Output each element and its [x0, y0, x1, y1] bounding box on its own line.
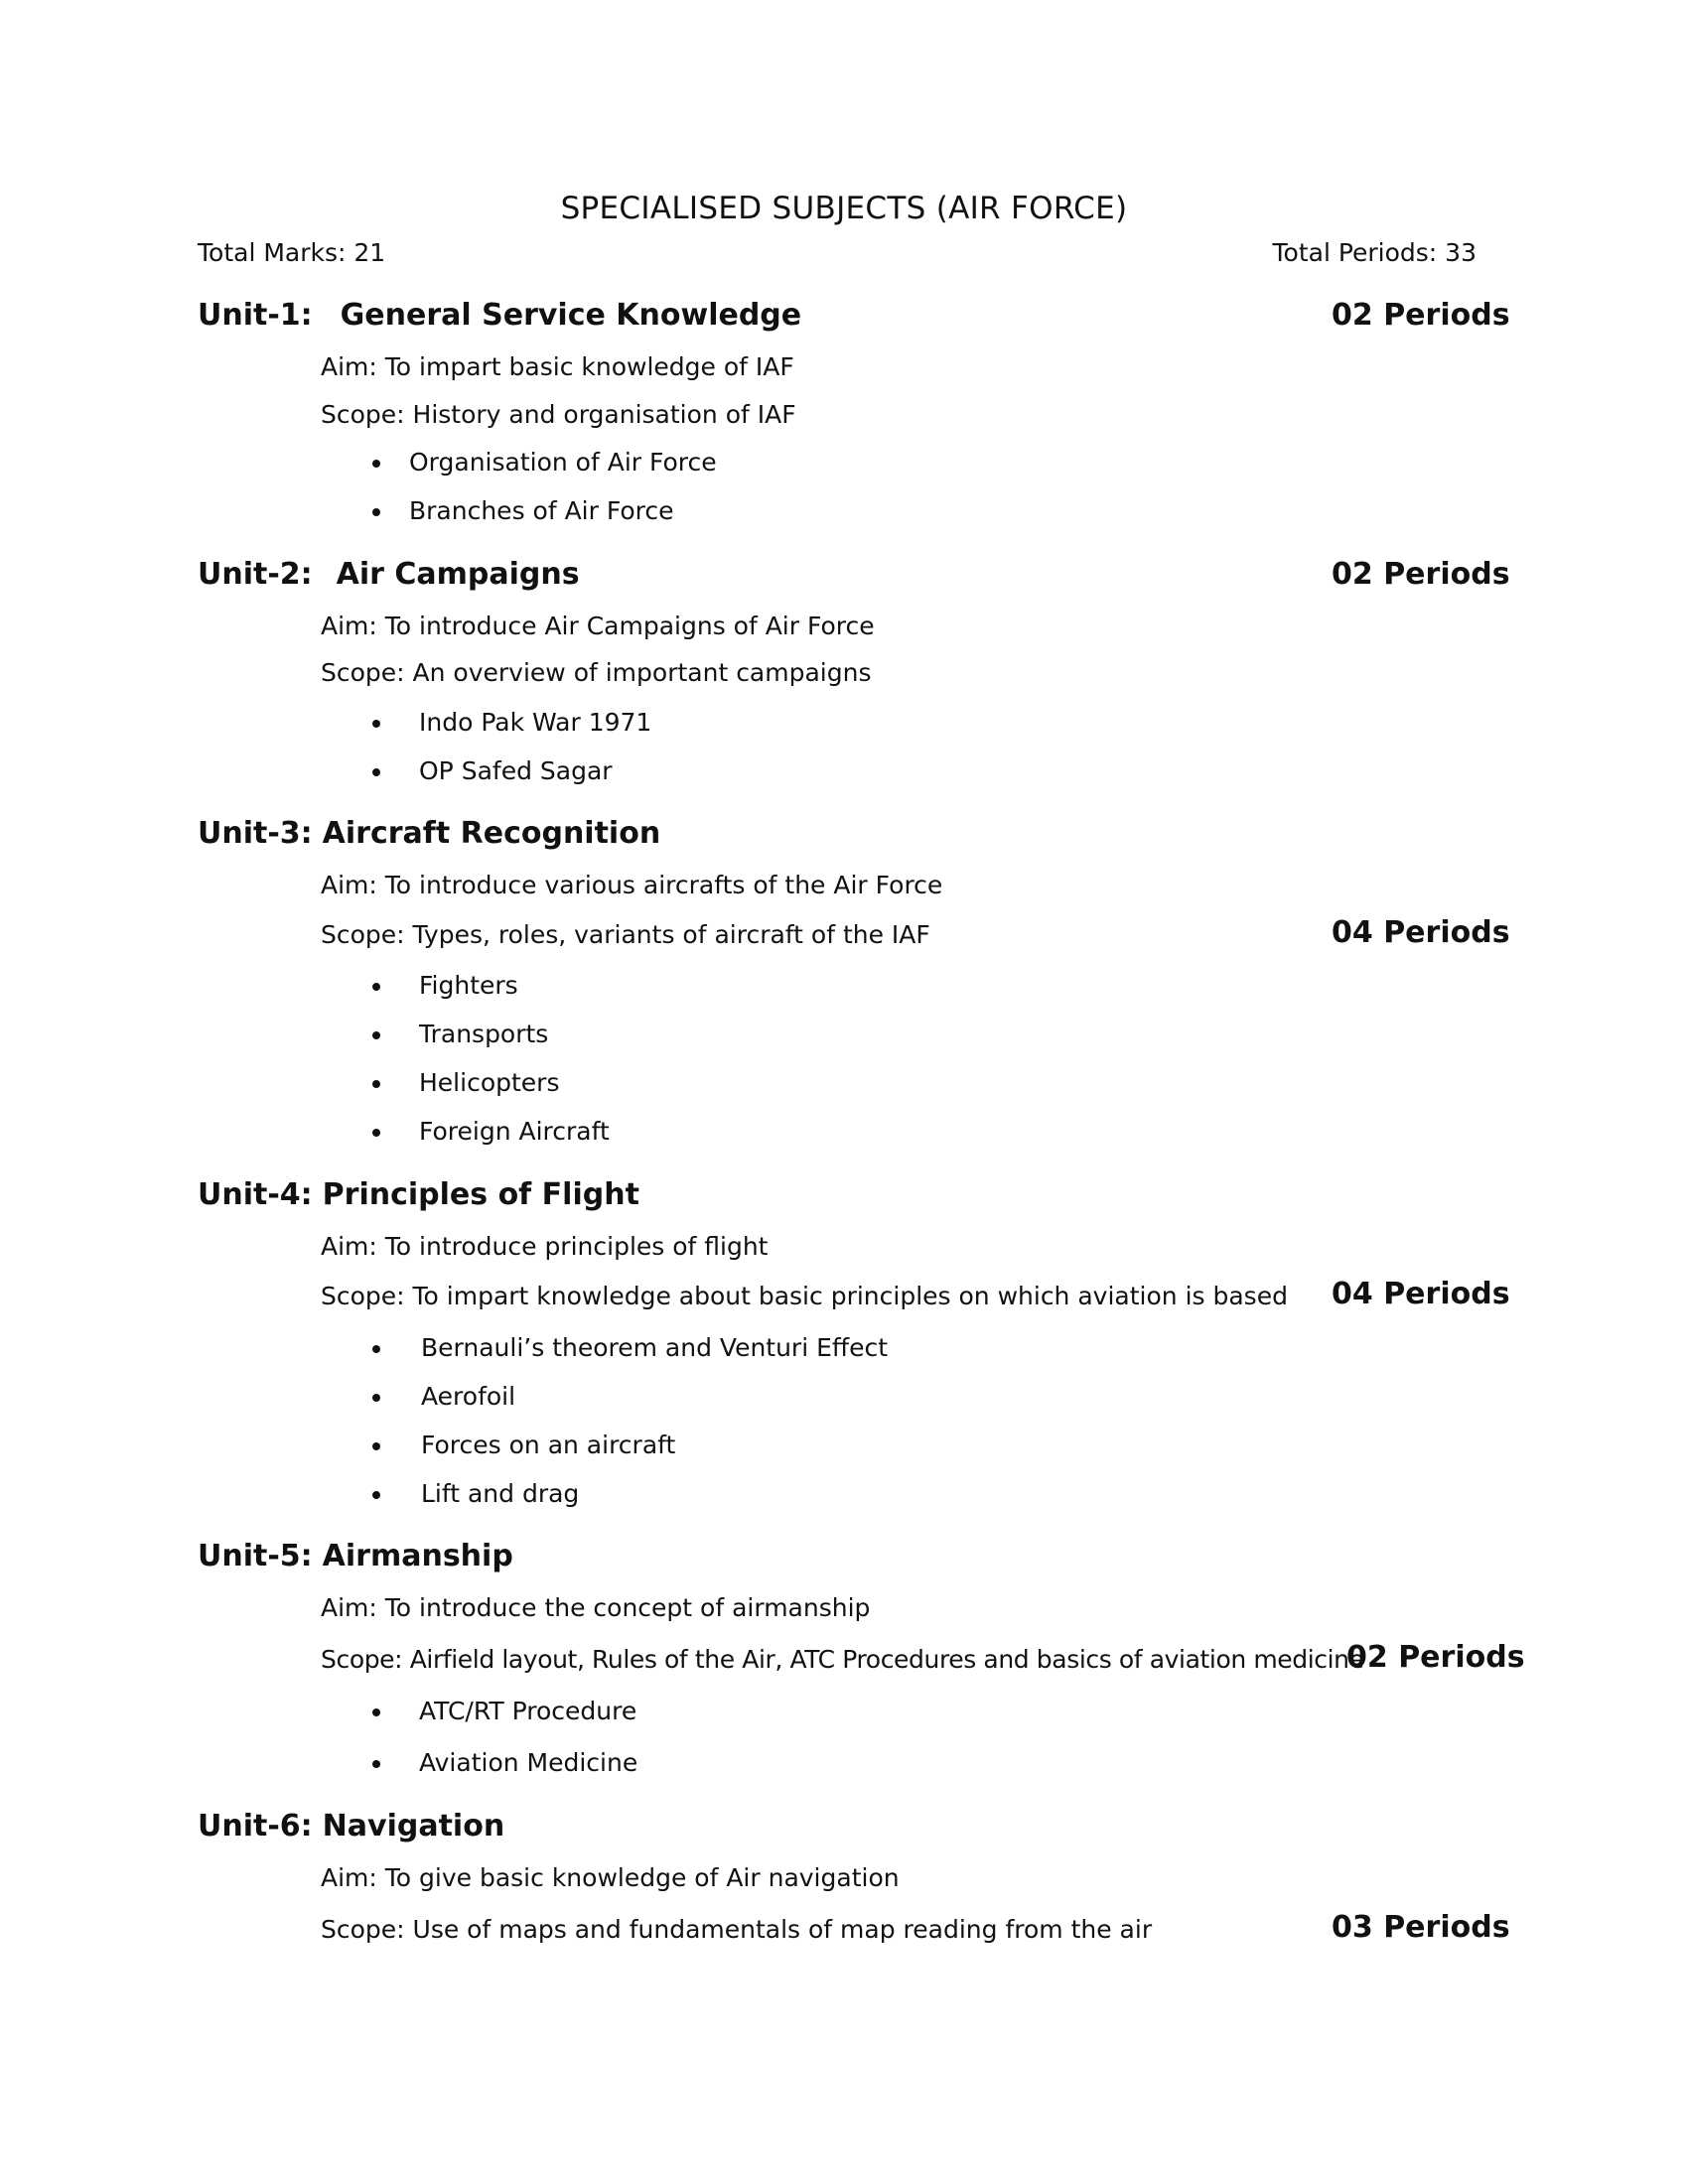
bullet-icon — [372, 1760, 380, 1768]
unit-3-topic: Helicopters — [419, 1068, 560, 1097]
unit-6-aim: Aim: To give basic knowledge of Air navigation — [321, 1863, 900, 1892]
bullet-icon — [372, 1080, 380, 1088]
unit-4-topic: Lift and drag — [421, 1479, 580, 1508]
unit-1-scope: Scope: History and organisation of IAF — [321, 400, 796, 429]
unit-1-topic: Branches of Air Force — [409, 496, 674, 525]
unit-2-heading — [198, 557, 580, 592]
total-marks: Total Marks: 21 — [198, 238, 386, 267]
unit-4-label: Unit-4: — [198, 1177, 313, 1212]
unit-4-name: Principles of Flight — [322, 1177, 639, 1212]
unit-5-periods: 02 Periods — [1346, 1640, 1525, 1675]
bullet-icon — [372, 983, 380, 991]
bullet-icon — [372, 508, 380, 516]
unit-2-scope: Scope: An overview of important campaigns — [321, 658, 872, 687]
unit-3-aim: Aim: To introduce various aircrafts of the Air Force — [321, 871, 943, 899]
unit-4-heading — [198, 1177, 639, 1212]
unit-4-periods: 04 Periods — [1332, 1277, 1510, 1311]
unit-1-topic: Organisation of Air Force — [409, 448, 717, 477]
unit-6-scope: Scope: Use of maps and fundamentals of map reading from the air — [321, 1915, 1153, 1944]
unit-4-topic: Bernauli’s theorem and Venturi Effect — [421, 1333, 889, 1362]
bullet-icon — [372, 1394, 380, 1402]
unit-2-name: Air Campaigns — [336, 557, 580, 592]
unit-4-aim: Aim: To introduce principles of flight — [321, 1232, 769, 1261]
unit-2-periods: 02 Periods — [1332, 557, 1510, 592]
unit-4-scope: Scope: To impart knowledge about basic principles on which aviation is based — [321, 1282, 1288, 1310]
bullet-icon — [372, 460, 380, 468]
unit-6-label: Unit-6: — [198, 1809, 313, 1843]
unit-5-topic: Aviation Medicine — [419, 1748, 638, 1777]
unit-6-name: Navigation — [322, 1809, 505, 1843]
unit-5-heading — [198, 1539, 513, 1573]
bullet-icon — [372, 1345, 380, 1353]
unit-5-label: Unit-5: — [198, 1539, 313, 1573]
unit-1-periods: 02 Periods — [1332, 298, 1510, 333]
unit-2-label: Unit-2: — [198, 557, 313, 592]
bullet-icon — [372, 1491, 380, 1499]
unit-3-name: Aircraft Recognition — [322, 816, 661, 851]
unit-1-label: Unit-1: — [198, 298, 313, 333]
page-title: SPECIALISED SUBJECTS (AIR FORCE) — [560, 191, 1128, 226]
unit-2-aim: Aim: To introduce Air Campaigns of Air Force — [321, 612, 875, 640]
unit-1-aim: Aim: To impart basic knowledge of IAF — [321, 352, 794, 381]
total-periods: Total Periods: 33 — [1272, 238, 1477, 267]
unit-5-topic: ATC/RT Procedure — [419, 1697, 637, 1725]
unit-1-heading — [198, 298, 801, 333]
unit-3-heading — [198, 816, 660, 851]
unit-3-periods: 04 Periods — [1332, 915, 1510, 950]
bullet-icon — [372, 1442, 380, 1450]
unit-3-topic: Transports — [419, 1020, 549, 1048]
unit-5-aim: Aim: To introduce the concept of airmanship — [321, 1593, 871, 1622]
unit-3-topic: Foreign Aircraft — [419, 1117, 610, 1146]
bullet-icon — [372, 720, 380, 728]
unit-4-topic: Aerofoil — [421, 1382, 516, 1411]
unit-3-label: Unit-3: — [198, 816, 313, 851]
bullet-icon — [372, 768, 380, 776]
unit-2-topic: OP Safed Sagar — [419, 756, 613, 785]
unit-5-scope: Scope: Airfield layout, Rules of the Air, ATC Procedures and basics of aviation medicine — [321, 1645, 1364, 1674]
unit-5-name: Airmanship — [322, 1539, 513, 1573]
unit-3-scope: Scope: Types, roles, variants of aircraft of the IAF — [321, 920, 930, 949]
unit-3-topic: Fighters — [419, 971, 518, 1000]
unit-6-periods: 03 Periods — [1332, 1910, 1510, 1945]
unit-2-topic: Indo Pak War 1971 — [419, 708, 652, 737]
bullet-icon — [372, 1129, 380, 1137]
unit-4-topic: Forces on an aircraft — [421, 1431, 676, 1459]
bullet-icon — [372, 1031, 380, 1039]
unit-1-name: General Service Knowledge — [340, 298, 802, 333]
bullet-icon — [372, 1708, 380, 1716]
unit-6-heading — [198, 1809, 504, 1843]
